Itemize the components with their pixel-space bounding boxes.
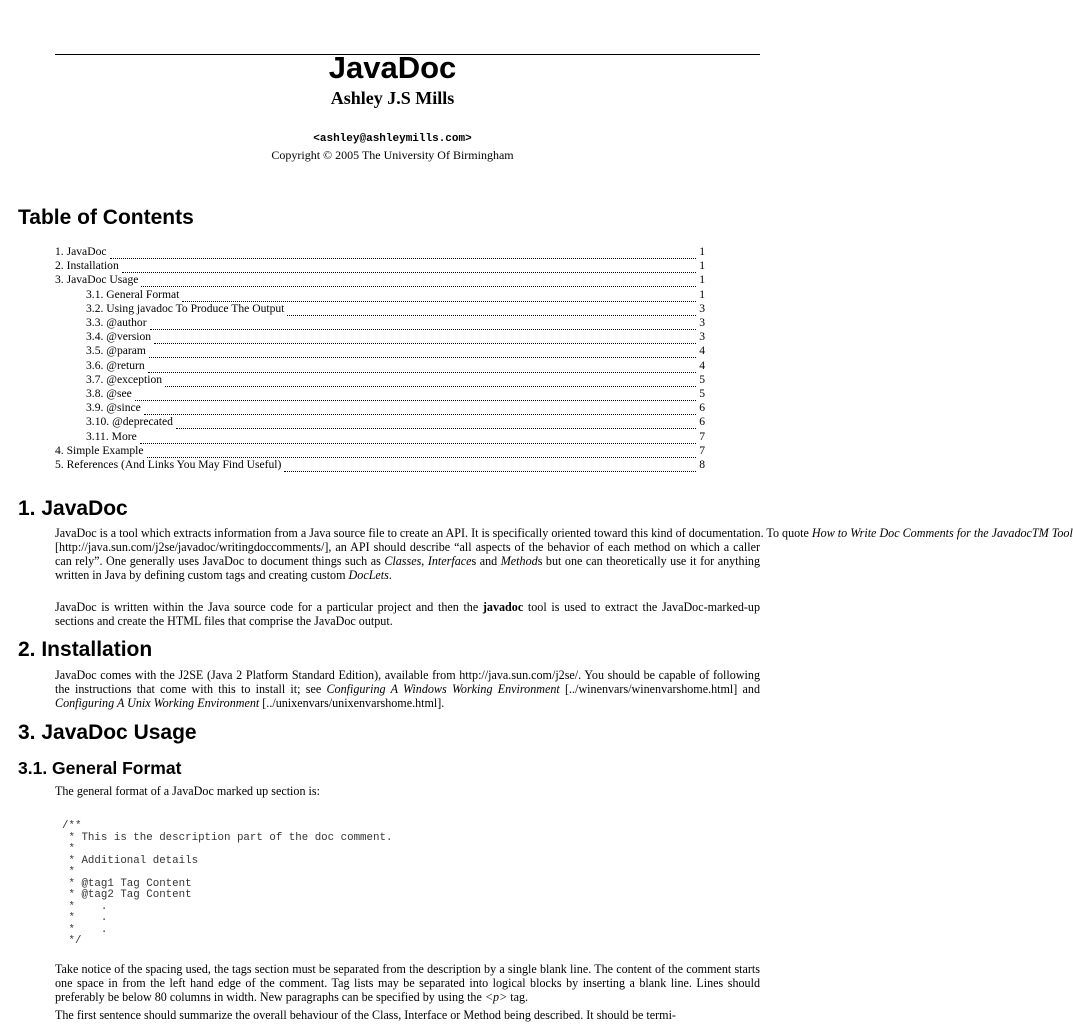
general-format-paragraph-3: The first sentence should summarize the overall behaviour of the Class, Interface or Method being described. It should be termi- <box>55 1008 676 1022</box>
section-heading-installation: 2. Installation <box>18 638 153 661</box>
unix-env-link[interactable]: Configuring A Unix Working Environment <box>55 696 260 710</box>
toc-entry-page: 1 <box>699 287 705 301</box>
toc-leader-dots <box>154 333 696 344</box>
toc-entry-label: 3.2. Using javadoc To Produce The Output <box>86 301 285 315</box>
toc-entry-label: 5. References (And Links You May Find Useful) <box>55 458 282 471</box>
javadoc-paragraph-1 <box>55 526 1073 582</box>
toc-entry[interactable] <box>86 401 705 415</box>
toc-entry[interactable] <box>86 344 705 358</box>
section-heading-javadoc: 1. JavaDoc <box>18 497 128 520</box>
toc-entry-label: 3.1. General Format <box>86 287 180 301</box>
toc-entry-page: 5 <box>699 387 705 400</box>
subsection-heading-general-format: 3.1. General Format <box>18 758 182 778</box>
javadoc-p1-text: JavaDoc is a tool which extracts information from a Java source file to create an API. It is specifically oriented toward this kind of documentation. To quote <box>55 526 812 540</box>
toc-leader-dots <box>148 362 697 373</box>
toc-leader-dots <box>141 276 696 287</box>
javadoc-p1-end: . <box>388 568 392 582</box>
toc-entry-page: 6 <box>699 415 705 429</box>
javadoc-p1-text-d: s and <box>471 554 501 568</box>
document-author: Ashley J.S Mills <box>330 88 455 108</box>
javadoc-paragraph-2 <box>55 600 760 628</box>
javadoc-tool-name: javadoc <box>482 600 524 614</box>
installation-paragraph <box>55 668 760 710</box>
toc-entry-label: 3. JavaDoc Usage <box>55 273 139 287</box>
toc-entry-label: 3.6. @return <box>86 358 145 372</box>
toc-entry[interactable] <box>86 316 705 330</box>
toc-leader-dots <box>149 347 696 358</box>
toc-entry-page: 4 <box>699 344 705 358</box>
javadoc-p2-text-b: tool is used to extract the JavaDoc-marked-up sections and create the HTML files that comprise the JavaDoc output. <box>55 600 761 628</box>
toc-entry-page: 6 <box>699 401 705 415</box>
toc-entry-label: 3.3. @author <box>86 316 147 329</box>
javadoc-p1-sep: , <box>421 554 428 568</box>
windows-env-link[interactable]: Configuring A Windows Working Environment <box>326 682 560 696</box>
p-tag-literal: <p> <box>484 990 508 1004</box>
toc-leader-dots <box>122 262 696 273</box>
toc-entry[interactable] <box>86 430 705 444</box>
author-email: <ashley@ashleymills.com> <box>313 133 472 145</box>
toc-entry-page: 8 <box>699 458 705 471</box>
javadoc-term-interface: Interface <box>427 554 472 568</box>
toc-entry-page: 1 <box>699 245 705 258</box>
toc-entry-label: 3.8. @see <box>86 387 132 400</box>
toc-entry-page: 3 <box>699 301 705 315</box>
toc-entry-label: 3.7. @exception <box>86 372 163 386</box>
toc-entry-label: 3.10. @deprecated <box>86 415 173 429</box>
document-title: JavaDoc <box>328 50 457 85</box>
toc-entry-page: 3 <box>699 316 705 329</box>
toc-entry[interactable] <box>86 415 705 429</box>
toc-entry[interactable] <box>55 273 705 287</box>
toc-entry-page: 7 <box>699 443 705 457</box>
toc-leader-dots <box>165 376 696 387</box>
general-format-paragraph-2 <box>55 962 760 1004</box>
toc-entry[interactable] <box>86 373 705 387</box>
javadoc-link-title[interactable]: How to Write Doc Comments for the JavadocTM Tool <box>811 526 1073 540</box>
toc-leader-dots <box>140 433 696 444</box>
toc-leader-dots <box>287 305 696 316</box>
toc-leader-dots <box>144 404 696 415</box>
toc-entry-label: 3.4. @version <box>86 330 152 344</box>
toc-entry[interactable] <box>55 444 705 458</box>
toc-entry[interactable] <box>86 288 705 302</box>
code-example: /** * This is the description part of the doc comment. * * Additional details * * @tag1 Tag Content * @tag2 Tag Content * . * . * . */ <box>62 820 393 947</box>
toc-entry[interactable] <box>86 387 705 401</box>
toc-leader-dots <box>150 319 697 330</box>
javadoc-term-method: Method <box>500 554 538 568</box>
installation-text: JavaDoc comes with the J2SE (Java 2 Platform Standard Edition), available from http://java.sun.com/j2se/. You should be capable of following the instructions that come with this to install it; see <box>55 668 760 696</box>
toc-entry-page: 4 <box>699 358 705 372</box>
toc-leader-dots <box>182 291 696 302</box>
toc-entry-page: 3 <box>699 330 705 344</box>
toc-entry-label: 3.9. @since <box>86 401 141 415</box>
toc-leader-dots <box>135 390 696 401</box>
section-heading-usage: 3. JavaDoc Usage <box>18 721 197 744</box>
toc-entry-label: 4. Simple Example <box>55 443 144 457</box>
javadoc-p1-text-b: [http://java.sun.com/j2se/javadoc/writingdoccomments/], an API should describe “all aspects of the behavior of each method on which a caller can rely”. One generally uses JavaDoc to document things such as <box>55 540 760 568</box>
installation-text-c: [../unixenvars/unixenvarshome.html]. <box>259 696 445 710</box>
toc-entry-label: 1. JavaDoc <box>55 245 107 258</box>
toc-heading: Table of Contents <box>18 206 194 229</box>
javadoc-term-classes: Classes <box>384 554 422 568</box>
javadoc-p1-text-e: s but one can theoretically use it for anything written in Java by defining custom tags and creating custom <box>55 554 761 582</box>
toc-entry-label: 3.5. @param <box>86 344 146 358</box>
toc-leader-dots <box>147 447 697 458</box>
toc-leader-dots <box>110 248 697 259</box>
toc-entry[interactable] <box>55 245 705 259</box>
toc-leader-dots <box>176 418 696 429</box>
installation-text-b: [../winenvars/winenvarshome.html] and <box>559 682 761 696</box>
toc-entry-page: 1 <box>699 273 705 287</box>
toc-entry-page: 5 <box>699 372 705 386</box>
general-format-p2-end: tag. <box>507 990 529 1004</box>
general-format-intro: The general format of a JavaDoc marked up section is: <box>55 784 320 798</box>
toc-entry[interactable] <box>55 458 705 472</box>
toc-entry[interactable] <box>86 302 705 316</box>
general-format-p2-text: Take notice of the spacing used, the tags section must be separated from the description by a single blank line. The content of the comment starts one space in from the left hand edge of the comment. Tag lists may be separated into logical blocks by inserting a blank line. Lines should preferably be below 80 columns in width. New paragraphs can be specified by using the <box>55 962 760 1004</box>
javadoc-p2-text: JavaDoc is written within the Java source code for a particular project and then the <box>55 600 483 614</box>
toc-entry-label: 3.11. More <box>86 429 137 443</box>
toc-leader-dots <box>284 461 696 472</box>
toc-entry-label: 2. Installation <box>55 259 119 273</box>
toc-entry[interactable] <box>86 359 705 373</box>
toc-entry-page: 7 <box>699 429 705 443</box>
toc-entry[interactable] <box>86 330 705 344</box>
copyright-notice: Copyright © 2005 The University Of Birmingham <box>271 148 514 162</box>
toc-entry-page: 1 <box>699 259 705 273</box>
javadoc-term-doclets: DocLets <box>348 568 389 582</box>
toc-entry[interactable] <box>55 259 705 273</box>
